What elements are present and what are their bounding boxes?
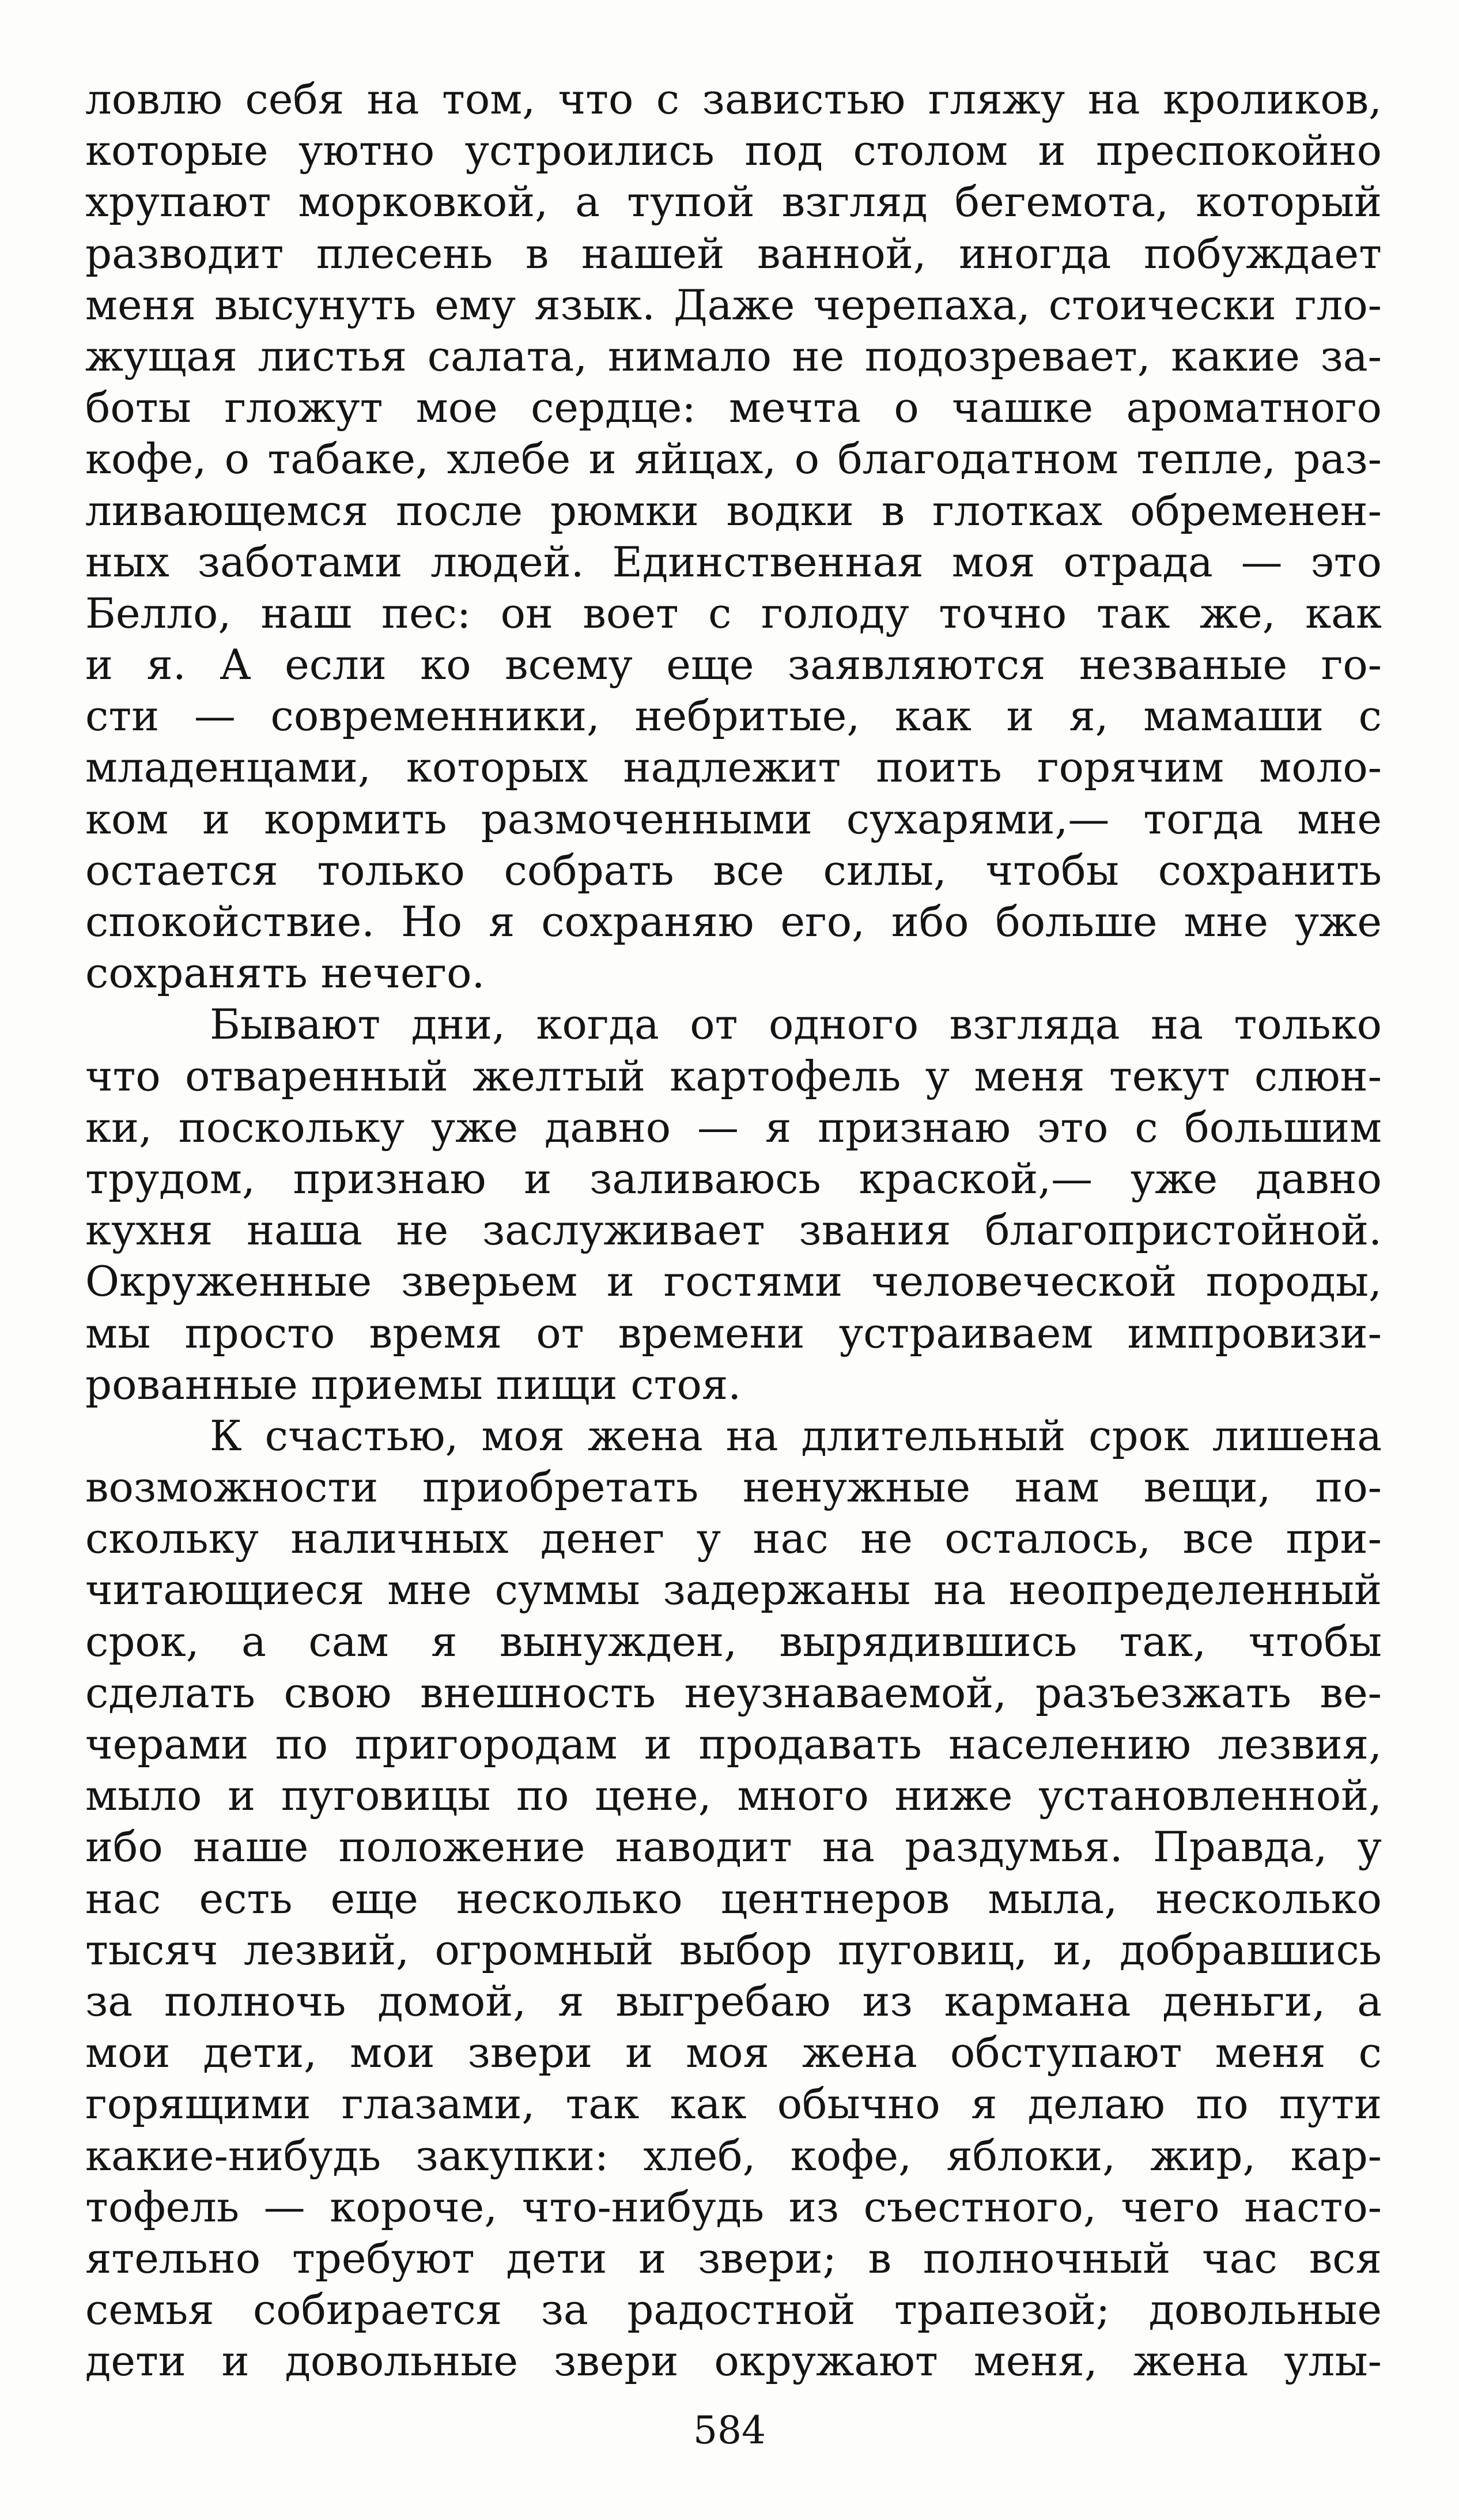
text-line: ки, поскольку уже давно — я признаю это с большим bbox=[85, 1103, 1382, 1152]
text-line: хрупают морковкой, а тупой взгляд бегемота, который bbox=[85, 178, 1382, 227]
text-line: тысяч лезвий, огромный выбор пуговиц, и, добравшись bbox=[85, 1925, 1382, 1974]
text-line: К счастью, моя жена на длительный срок лишена bbox=[210, 1411, 1382, 1460]
text-line: дети и довольные звери окружают меня, жена улы- bbox=[85, 2337, 1382, 2386]
page-number: 584 bbox=[693, 2408, 766, 2453]
text-line: скольку наличных денег у нас не осталось, все при- bbox=[85, 1514, 1382, 1563]
text-line: жущая листья салата, нимало не подозревает, какие за- bbox=[85, 331, 1382, 380]
text-line: ком и кормить размоченными сухарями,— тогда мне bbox=[85, 794, 1382, 843]
text-line: какие-нибудь закупки: хлеб, кофе, яблоки, жир, кар- bbox=[85, 2131, 1382, 2180]
text-line: нас есть еще несколько центнеров мыла, несколько bbox=[85, 1874, 1382, 1923]
text-line: кофе, о табаке, хлебе и яйцах, о благодатном тепле, раз- bbox=[85, 435, 1382, 484]
text-line: Окруженные зверьем и гостями человеческой породы, bbox=[85, 1257, 1382, 1306]
text-line: ливающемся после рюмки водки в глотках обременен- bbox=[85, 486, 1382, 535]
text-line: семья собирается за радостной трапезой; довольные bbox=[85, 2285, 1382, 2334]
text-line: сти — современники, небритые, как и я, мамаши с bbox=[85, 692, 1382, 741]
text-line: за полночь домой, я выгребаю из кармана деньги, а bbox=[85, 1976, 1382, 2025]
text-line: ных заботами людей. Единственная моя отрада — это bbox=[85, 537, 1382, 586]
text-line: которые уютно устроились под столом и преспокойно bbox=[85, 126, 1382, 175]
text-line: черами по пригородам и продавать населению лезвия, bbox=[85, 1720, 1382, 1768]
text-line: возможности приобретать ненужные нам вещи, по- bbox=[85, 1463, 1382, 1512]
text-line: и я. А если ко всему еще заявляются незваные го- bbox=[85, 640, 1382, 689]
text-line: боты гложут мое сердце: мечта о чашке ароматного bbox=[85, 383, 1382, 432]
text-line: срок, а сам я вынужден, вырядившись так, чтобы bbox=[85, 1617, 1382, 1666]
text-line: трудом, признаю и заливаюсь краской,— уже давно bbox=[85, 1154, 1382, 1203]
text-line: что отваренный желтый картофель у меня текут слюн- bbox=[85, 1051, 1382, 1100]
text-line: разводит плесень в нашей ванной, иногда побуждает bbox=[85, 229, 1382, 278]
text-line: читающиеся мне суммы задержаны на неопределенный bbox=[85, 1565, 1382, 1614]
text-line: тофель — короче, что-нибудь из съестного, чего насто- bbox=[85, 2182, 1382, 2231]
text-line: кухня наша не заслуживает звания благопристойной. bbox=[85, 1206, 1382, 1255]
text-line: горящими глазами, так как обычно я делаю по пути bbox=[85, 2080, 1382, 2129]
text-line: остается только собрать все силы, чтобы сохранить bbox=[85, 846, 1382, 895]
text-line: мои дети, мои звери и моя жена обступают меня с bbox=[85, 2028, 1382, 2077]
text-line: мы просто время от времени устраиваем импровизи- bbox=[85, 1308, 1382, 1357]
text-line: Белло, наш пес: он воет с голоду точно так же, как bbox=[85, 588, 1382, 637]
text-line: Бывают дни, когда от одного взгляда на только bbox=[210, 1000, 1382, 1049]
text-line: ятельно требуют дети и звери; в полночный час вся bbox=[85, 2234, 1382, 2283]
text-line: меня высунуть ему язык. Даже черепаха, стоически гло- bbox=[85, 280, 1382, 329]
text-line: ловлю себя на том, что с завистью гляжу на кроликов, bbox=[85, 75, 1382, 123]
text-line: спокойствие. Но я сохраняю его, ибо больше мне уже bbox=[85, 897, 1382, 946]
text-line: ибо наше положение наводит на раздумья. Правда, у bbox=[85, 1823, 1382, 1872]
text-line: младенцами, которых надлежит поить горячим моло- bbox=[85, 743, 1382, 792]
text-line: сохранять нечего. bbox=[85, 949, 485, 998]
text-line: рованные приемы пищи стоя. bbox=[85, 1360, 742, 1409]
body-text bbox=[85, 74, 1382, 2387]
text-line: мыло и пуговицы по цене, много ниже установленной, bbox=[85, 1771, 1382, 1820]
text-line: сделать свою внешность неузнаваемой, разъезжать ве- bbox=[85, 1668, 1382, 1717]
